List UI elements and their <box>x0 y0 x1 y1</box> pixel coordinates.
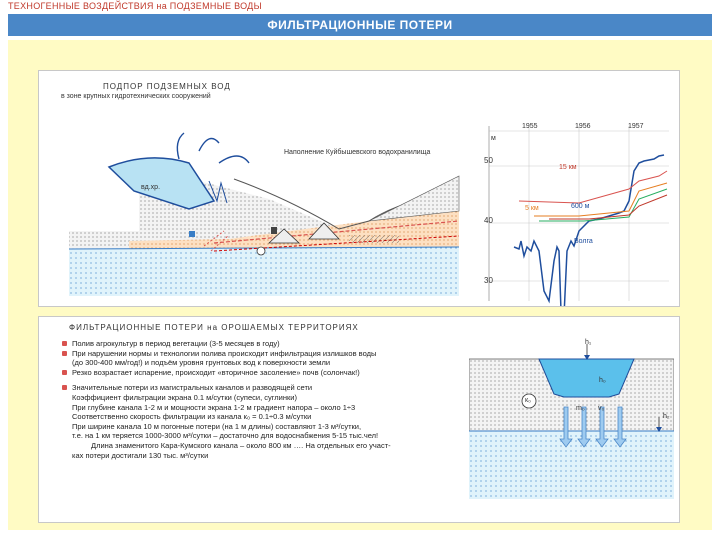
label-600m: 600 м <box>571 203 590 210</box>
canal-label-m0: m₀ <box>576 405 585 412</box>
irrigation-title: ФИЛЬТРАЦИОННЫЕ ПОТЕРИ на ОРОШАЕМЫХ ТЕРРИТОРИЯХ <box>69 323 359 332</box>
canal-label-h2: h₂ <box>663 413 670 420</box>
bullet-line: Коэффициент фильтрации экрана 0.1 м/сутки (супеси, суглинки) <box>72 392 297 402</box>
canal-label-v0: v₀ <box>598 405 605 412</box>
bullet-line: При ширине канала 10 м погонные потери (на 1 м длины) составляют 1-3 м³/сутки, <box>72 421 362 431</box>
year-1956: 1956 <box>575 123 591 130</box>
label-15km: 15 км <box>559 164 577 171</box>
water-level-chart <box>489 126 669 306</box>
backwater-title: ПОДПОР ПОДЗЕМНЫХ ВОД <box>103 82 231 91</box>
bullet-list <box>61 339 461 460</box>
y-tick-30: 30 <box>484 276 493 285</box>
backwater-panel <box>38 70 680 307</box>
canal-label-k0: к₀ <box>525 397 531 404</box>
groundwater-zone <box>469 431 674 499</box>
top-caption-bar <box>0 0 720 14</box>
bullet-item: Полив агрокультур в период вегетации (3-5 месяцев в году) <box>61 339 461 349</box>
level-5km <box>534 183 667 216</box>
slide-stage <box>8 40 712 530</box>
bullet-line: т.е. на 1 км теряется 1000-3000 м³/сутки – достаточно для водоснабжения 5-15 тыс.чел! <box>72 431 379 441</box>
bullet-item: При нарушении нормы и технологии полива происходит инфильтрация излишков воды <box>61 349 461 359</box>
filling-label: Наполнение Куйбышевского водохранилища <box>284 149 431 156</box>
year-1957: 1957 <box>628 123 644 130</box>
bullet-item: Резко возрастает испарение, происходит «вторичное засоление» почв (солончак!) <box>61 368 461 378</box>
title-bar <box>8 14 712 36</box>
canal-label-h0: h₀ <box>599 377 606 384</box>
year-1955: 1955 <box>522 123 538 130</box>
canal-water <box>539 359 634 397</box>
bullet-line: Длина знаменитого Кара-Кумского канала – около 800 км …. На отдельных его участ- <box>91 440 391 450</box>
label-5km: 5 км <box>525 205 539 212</box>
label-volga: Волга <box>574 238 593 245</box>
cross-section <box>69 133 459 296</box>
canal-label-h1: h₁ <box>585 339 592 346</box>
level-15km <box>519 171 667 203</box>
bullet-line: ках потери достигали 130 тыс. м³/сутки <box>72 450 209 460</box>
top-caption: ТЕХНОГЕННЫЕ ВОЗДЕЙСТВИЯ на ПОДЗЕМНЫЕ ВОДЫ <box>8 1 262 11</box>
bullet-line: Соответственно скорость фильтрации из канала к₀ = 0.1÷0.3 м/сутки <box>72 412 312 422</box>
reservoir-label: вд.хр. <box>141 184 161 191</box>
y-tick-40: 40 <box>484 216 493 225</box>
backwater-subtitle: в зоне крупных гидротехнических сооружений <box>61 93 211 100</box>
irrigation-panel <box>38 316 680 523</box>
y-tick-50: 50 <box>484 156 493 165</box>
unit-label: м <box>491 135 496 142</box>
bullet-item: Значительные потери из магистральных каналов и разводящей сети <box>61 383 461 393</box>
page-title: ФИЛЬТРАЦИОННЫЕ ПОТЕРИ <box>267 18 453 32</box>
canal-diagram <box>469 339 674 499</box>
backwater-diagram <box>39 71 679 306</box>
groundwater-layer <box>69 247 459 296</box>
bullet-line: При глубине канала 1-2 м и мощности экрана 1-2 м градиент напора – около 1÷3 <box>72 402 356 412</box>
bullet-line: (до 300-400 мм/год!) и подъём уровня грунтовых вод к поверхности земли <box>72 358 331 368</box>
volga-level-line <box>514 155 664 306</box>
